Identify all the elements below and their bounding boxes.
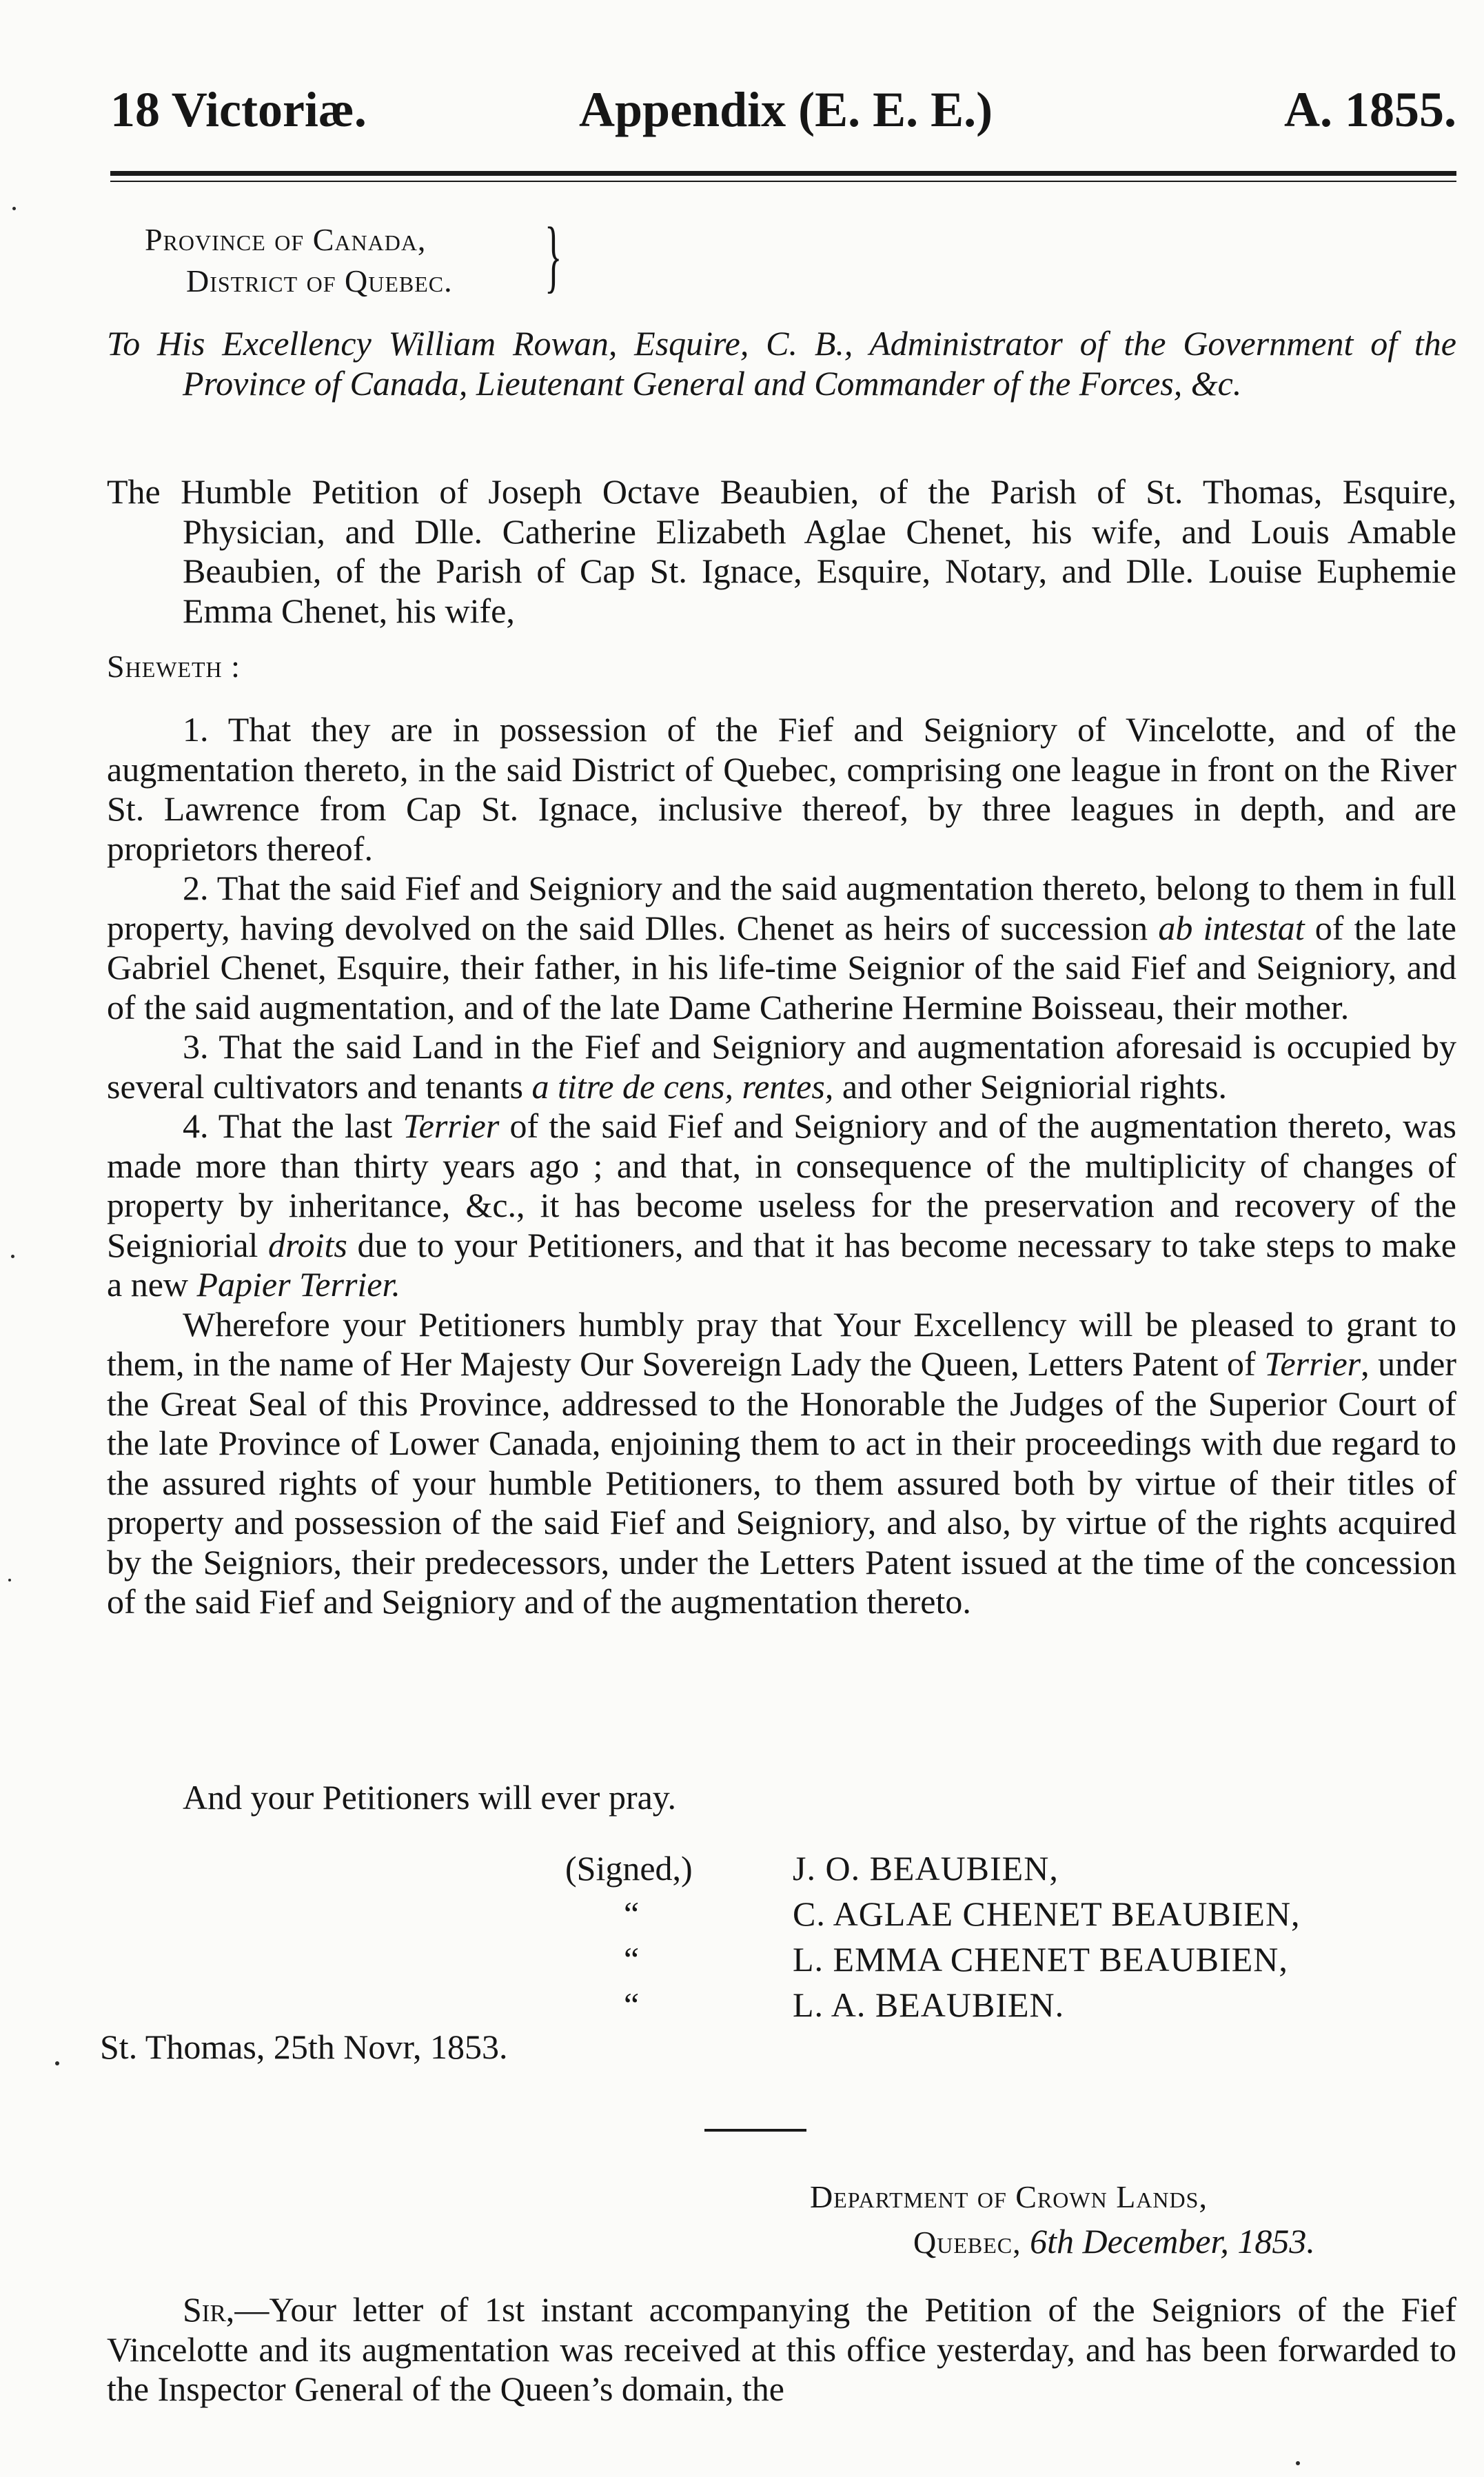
header-appendix: Appendix (E. E. E.) bbox=[579, 82, 993, 137]
salutation-prefix: To bbox=[107, 324, 141, 363]
ditto-mark: “ bbox=[624, 1985, 640, 2024]
page-header bbox=[110, 81, 1456, 143]
signature-name: L. EMMA CHENET BEAUBIEN, bbox=[793, 1940, 1288, 1979]
letter-body bbox=[107, 2290, 1456, 2409]
petition-body bbox=[107, 710, 1456, 1622]
paragraph-2: 2. That the said Fief and Seigniory and the said augmentation thereto, belong to them in full property, having devolved on the said Dlles. Chenet as heirs of succession ab intestat of the late Gabriel Chenet, Esquire, their father, in his life-time Seignior of the said Fief and Seigniory, and of the said augmentation, and of the late Dame Catherine Hermine Boisseau, their mother. bbox=[107, 869, 1456, 1027]
scan-speck bbox=[12, 207, 16, 210]
ditto-mark: “ bbox=[624, 1940, 640, 1979]
header-rule-thin bbox=[110, 181, 1456, 182]
scan-speck bbox=[55, 2061, 59, 2065]
department-city: Quebec, bbox=[913, 2225, 1021, 2260]
paragraph-3: 3. That the said Land in the Fief and Seigniory and augmentation aforesaid is occupied by several cultivators and tenants a titre de cens, rentes, and other Seigniorial rights. bbox=[107, 1027, 1456, 1106]
signature-name: L. A. BEAUBIEN. bbox=[793, 1985, 1065, 2024]
address-brace: } bbox=[545, 210, 562, 301]
letter-paragraph bbox=[107, 2290, 1456, 2409]
scan-speck bbox=[11, 1255, 14, 1258]
salutation-text: His Excellency William Rowan, Esquire, C. B., Administrator of the Government of the Province of Canada, Lieutenant General and Commander of the Forces, &c. bbox=[157, 324, 1456, 403]
paragraph-4: 4. That the last Terrier of the said Fief and Seigniory and of the augmentation thereto, was made more than thirty years ago ; and that, in consequence of the multiplicity of changes of property by inheritance, &c., it has become useless for the preservation and recovery of the Seigniorial droits due to your Petitioners, and that it has become necessary to take steps to make a new Papier Terrier. bbox=[107, 1106, 1456, 1304]
petition-intro: The Humble Petition of Joseph Octave Beaubien, of the Parish of St. Thomas, Esquire, Physician, and Dlle. Catherine Elizabeth Aglae Chenet, his wife, and Louis Amable Beaubien, of the Parish of Cap St. Ignace, Esquire, Notary, and Dlle. Louise Euphemie Emma Chenet, his wife, bbox=[107, 472, 1456, 630]
department-date-text: 6th December, 1853. bbox=[1030, 2222, 1315, 2261]
paragraph-1: 1. That they are in possession of the Fief and Seigniory of Vincelotte, and of the augmentation thereto, in the said District of Quebec, comprising one league in front on the River St. Lawrence from Cap St. Ignace, inclusive thereof, by three leagues in depth, and are proprietors thereof. bbox=[107, 710, 1456, 868]
signature-name: J. O. BEAUBIEN, bbox=[793, 1849, 1059, 1888]
scan-speck bbox=[8, 1579, 11, 1581]
venue-address bbox=[145, 219, 453, 302]
signed-label: (Signed,) bbox=[565, 1849, 693, 1888]
signature-name: C. AGLAE CHENET BEAUBIEN, bbox=[793, 1894, 1301, 1933]
header-rule-thick bbox=[110, 171, 1456, 176]
department-heading: Department of Crown Lands, bbox=[810, 2179, 1208, 2214]
header-session: 18 Victoriæ. bbox=[110, 82, 367, 137]
scan-speck bbox=[1296, 2461, 1300, 2465]
letter-text: —Your letter of 1st instant accompanying the Petition of the Seigniors of the Fief Vincelotte and its augmentation was received at this office yesterday, and has been forwarded to the Inspector General of the Queen’s domain, the bbox=[107, 2290, 1456, 2408]
paragraph-wherefore: Wherefore your Petitioners humbly pray that Your Excellency will be pleased to grant to them, in the name of Her Majesty Our Sovereign Lady the Queen, Letters Patent of Terrier, under the Great Seal of this Province, addressed to the Honorable the Judges of the Superior Court of the late Province of Lower Canada, enjoining them to act in their proceedings with due regard to the assured rights of your humble Petitioners, to them assured both by virtue of their titles of property and possession of the said Fief and Seigniory, and also, by virtue of the rights acquired by the Seigniors, their predecessors, under the Letters Patent issued at the time of the concession of the said Fief and Seigniory and of the augmentation thereto. bbox=[107, 1304, 1456, 1621]
section-divider bbox=[704, 2129, 806, 2132]
salutation bbox=[107, 324, 1456, 403]
ditto-mark: “ bbox=[624, 1894, 640, 1933]
address-district: District of Quebec. bbox=[186, 263, 453, 299]
address-province: Province of Canada, bbox=[145, 222, 427, 257]
closing-line: And your Petitioners will ever pray. bbox=[183, 1778, 677, 1817]
letter-salute: Sir, bbox=[183, 2290, 235, 2329]
place-date: St. Thomas, 25th Novr, 1853. bbox=[100, 2028, 508, 2066]
header-year: A. 1855. bbox=[1284, 82, 1456, 137]
department-date bbox=[913, 2221, 1315, 2261]
sheweth-heading: Sheweth : bbox=[107, 649, 241, 684]
